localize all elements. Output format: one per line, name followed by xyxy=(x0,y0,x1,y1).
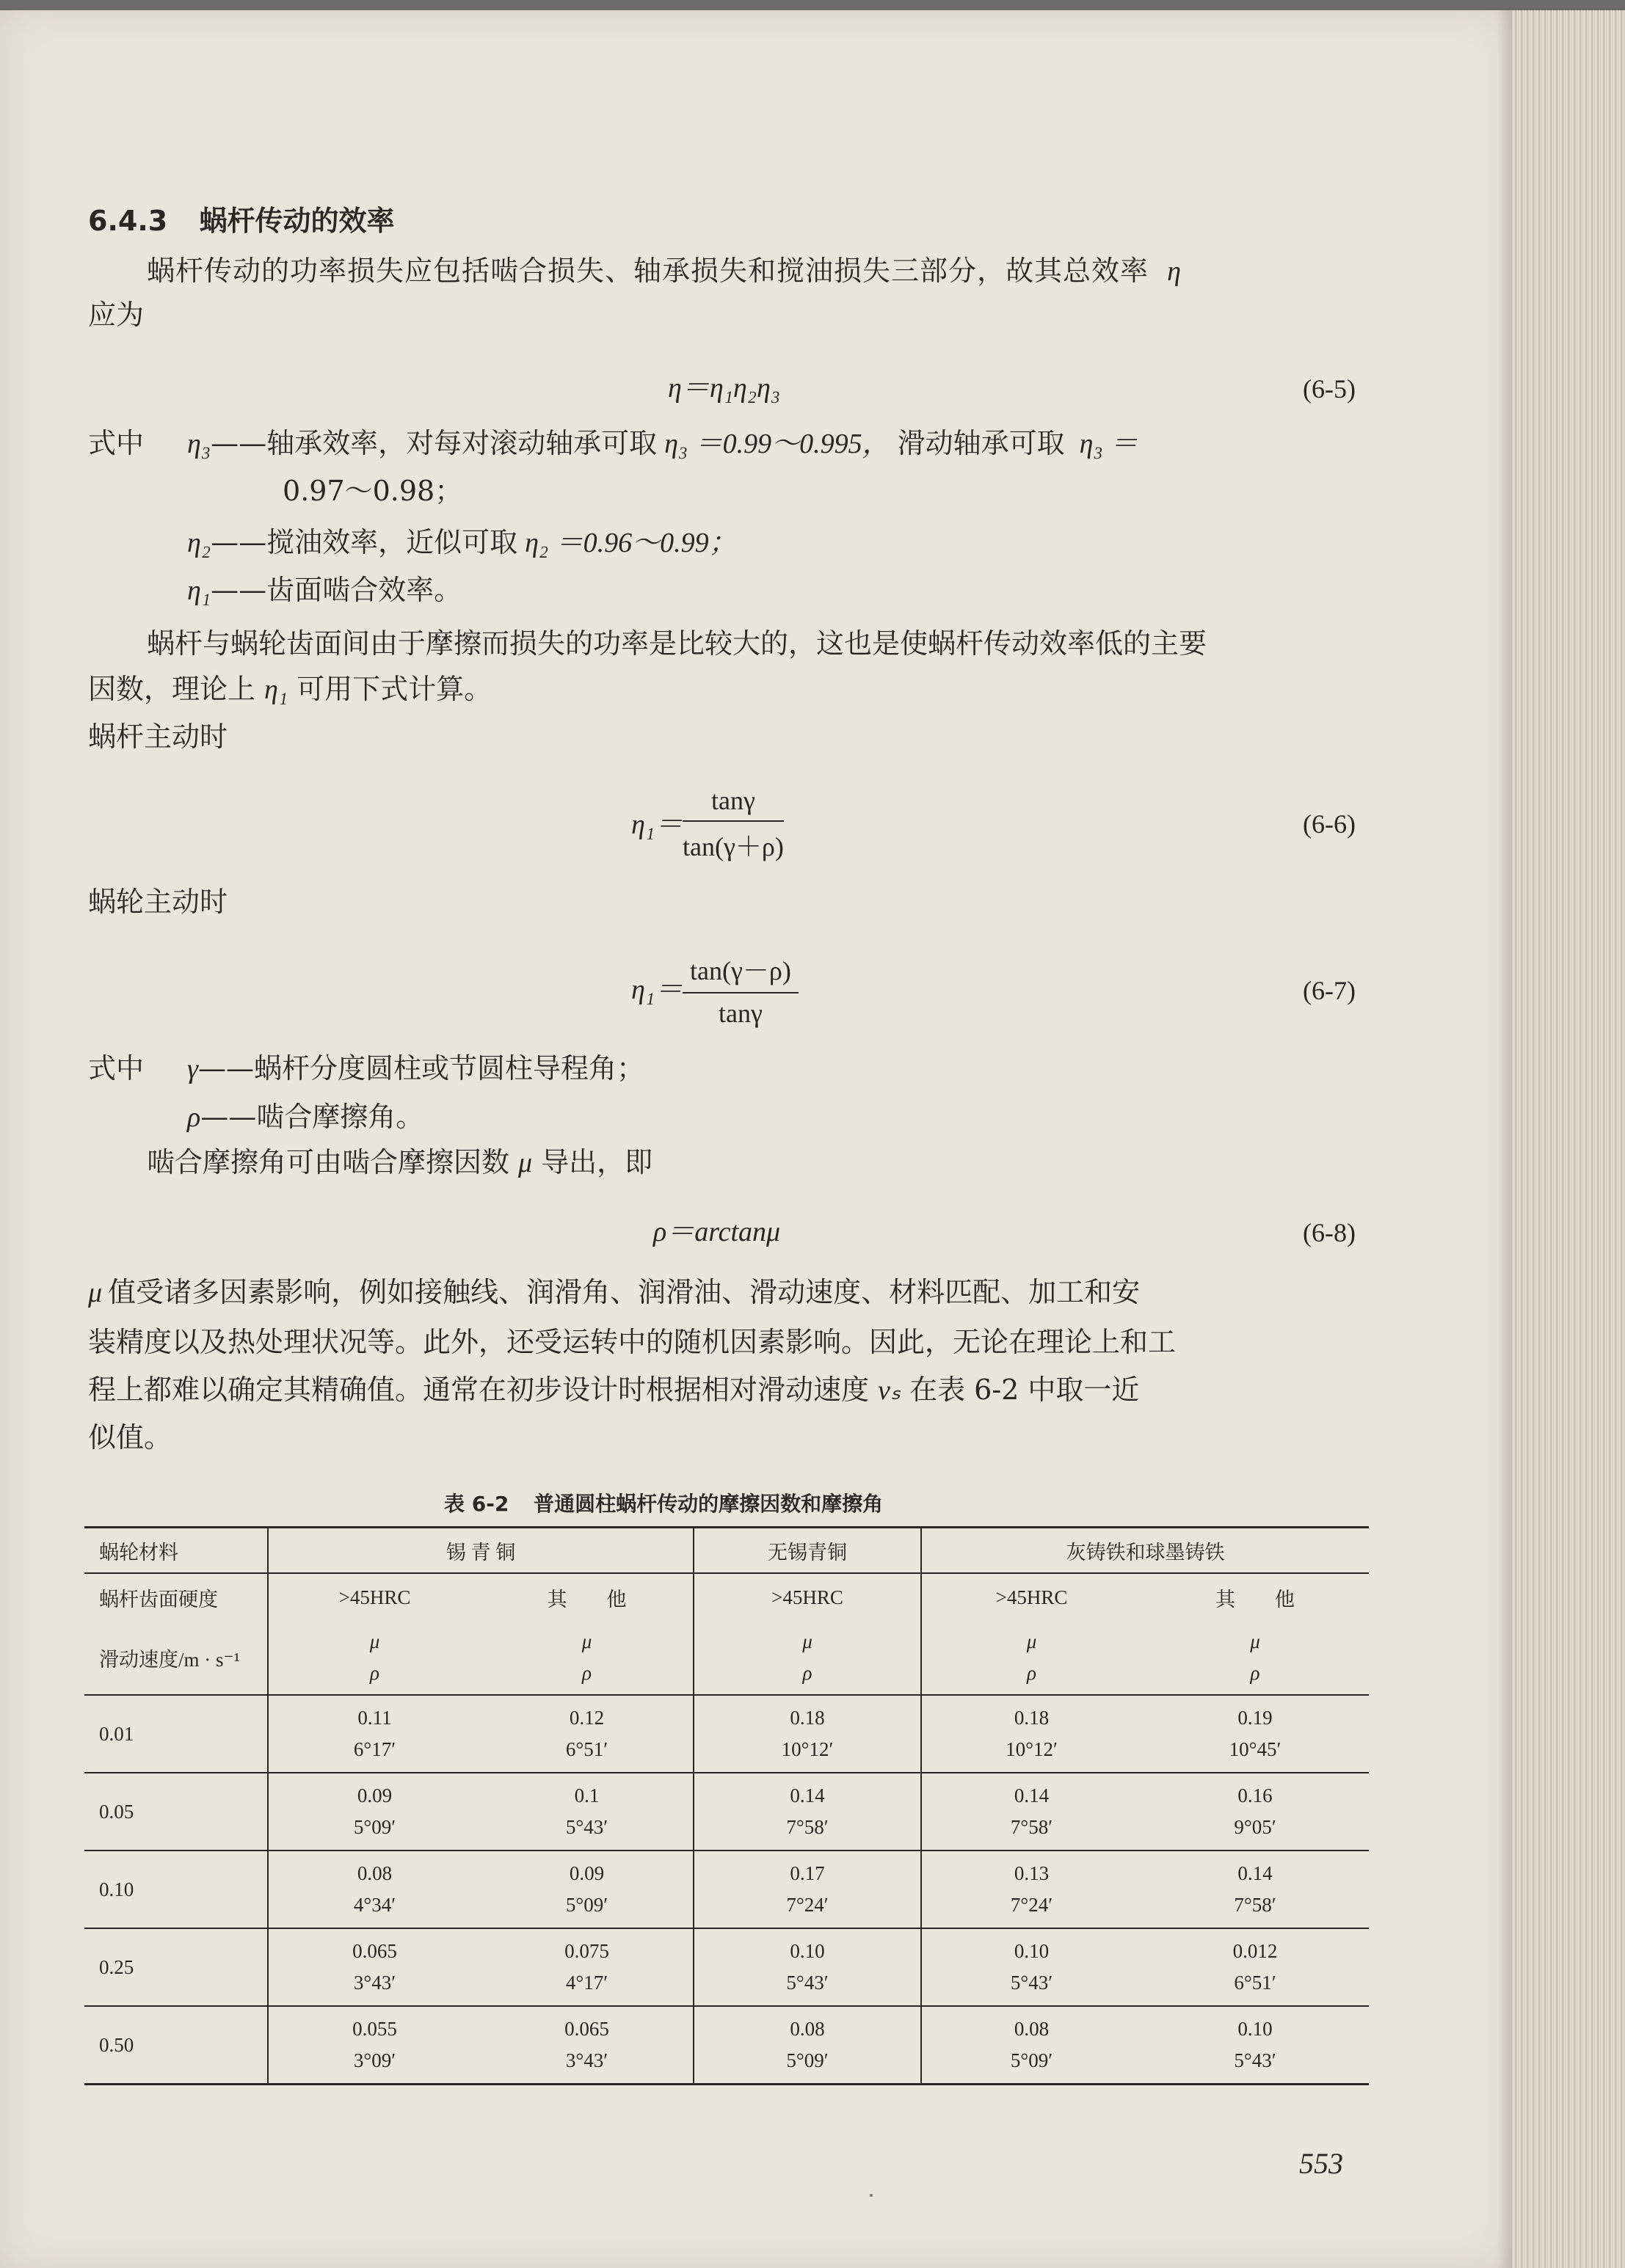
mu-symbol: μ xyxy=(88,1277,103,1308)
eta3-value-sliding: 0.97～0.98； xyxy=(283,475,463,507)
speck xyxy=(870,2194,873,2197)
friction-coefficient: 0.14 xyxy=(1237,1862,1273,1884)
friction-coefficient: 0.12 xyxy=(569,1707,605,1729)
equation-6-7-lhs: η₁＝ xyxy=(631,974,683,1005)
friction-angle: 7°58′ xyxy=(786,1816,829,1838)
table-title: 普通圆柱蜗杆传动的摩擦因数和摩擦角 xyxy=(534,1492,884,1516)
value-cell xyxy=(268,1851,481,1928)
value-cell xyxy=(481,1851,694,1928)
friction-coefficient: 0.1 xyxy=(574,1784,600,1806)
friction-angle: 5°09′ xyxy=(1010,2049,1053,2071)
friction-angle: 10°45′ xyxy=(1229,1738,1282,1760)
value-cell xyxy=(1141,2006,1369,2085)
header-row-material xyxy=(84,1528,1369,1574)
header-row-symbols xyxy=(84,1621,1369,1695)
friction-angle: 10°12′ xyxy=(1006,1738,1058,1760)
friction-coefficient: 0.075 xyxy=(564,1940,609,1962)
table-row xyxy=(84,1773,1369,1851)
value-cell xyxy=(694,1928,921,2006)
value-cell xyxy=(1141,1773,1369,1851)
paragraph-1-line-2: 应为 xyxy=(88,299,145,331)
friction-angle: 5°09′ xyxy=(353,1816,396,1838)
denominator: tan(γ＋ρ) xyxy=(683,832,784,861)
material-tin-free-bronze: 无锡青铜 xyxy=(694,1528,921,1574)
equation-6-7-fraction xyxy=(683,950,799,1029)
friction-coefficient: 0.18 xyxy=(790,1707,825,1729)
value-cell xyxy=(694,1773,921,1851)
gamma-definition xyxy=(187,1054,644,1083)
equation-number-6-7: (6-7) xyxy=(1303,976,1356,1005)
paragraph-4-line-4: 似值。 xyxy=(88,1421,172,1454)
mu-header: μ xyxy=(581,1630,592,1652)
speed-cell: 0.50 xyxy=(99,2033,134,2056)
friction-coefficient: 0.10 xyxy=(1237,2018,1273,2040)
text: ——蜗杆分度圆柱或节圆柱导程角； xyxy=(197,1052,644,1084)
friction-angle: 5°43′ xyxy=(786,1972,829,1994)
friction-angle: 5°09′ xyxy=(786,2049,829,2071)
value-cell xyxy=(481,1928,694,2006)
paragraph-4-line-2: 装精度以及热处理状况等。此外，还受运转中的随机因素影响。因此，无论在理论上和工 xyxy=(88,1326,1177,1358)
equation-number-6-8: (6-8) xyxy=(1303,1218,1356,1247)
paragraph-2-line-2 xyxy=(88,675,492,704)
material-cast-iron: 灰铸铁和球墨铸铁 xyxy=(921,1528,1369,1574)
mu-header: μ xyxy=(1026,1630,1037,1652)
where-label-2: 式中 xyxy=(88,1052,145,1084)
row-label-material: 蜗轮材料 xyxy=(84,1528,268,1574)
friction-angle: 5°43′ xyxy=(1010,1972,1053,1994)
text: 啮合摩擦角可由啮合摩擦因数 xyxy=(147,1146,510,1178)
vs-symbol: vₛ xyxy=(878,1375,901,1406)
friction-coefficient: 0.055 xyxy=(352,2018,397,2040)
value-cell xyxy=(921,1773,1141,1851)
table-caption xyxy=(444,1488,883,1517)
equation-6-8: ρ＝arctanμ xyxy=(653,1217,781,1247)
value-cell xyxy=(921,2006,1141,2085)
friction-coefficient: 0.065 xyxy=(352,1940,397,1962)
friction-coefficient: 0.14 xyxy=(790,1784,825,1806)
row-label-hardness: 蜗杆齿面硬度 xyxy=(99,1588,218,1611)
text: 在表 6-2 中取一近 xyxy=(909,1374,1140,1406)
table-row xyxy=(84,1695,1369,1773)
friction-angle: 5°43′ xyxy=(565,1816,608,1838)
friction-table xyxy=(84,1526,1369,2085)
row-label-speed: 滑动速度/m · s⁻¹ xyxy=(84,1621,268,1695)
speed-cell: 0.10 xyxy=(84,1851,268,1928)
text: 可用下式计算。 xyxy=(297,673,492,705)
value-cell xyxy=(481,1773,694,1851)
hardness-col-1: >45HRC xyxy=(268,1573,481,1621)
speed-cell: 0.25 xyxy=(84,1928,268,2006)
table-number: 表 6-2 xyxy=(444,1492,509,1516)
mu-header: μ xyxy=(802,1630,812,1652)
friction-coefficient: 0.09 xyxy=(357,1784,393,1806)
value-cell xyxy=(268,2006,481,2085)
equation-number-6-5: (6-5) xyxy=(1303,374,1356,404)
mu-header: μ xyxy=(1250,1630,1260,1652)
worm-driving-label: 蜗杆主动时 xyxy=(88,721,228,753)
friction-coefficient: 0.17 xyxy=(790,1862,825,1884)
gamma-symbol: γ xyxy=(187,1054,198,1084)
friction-angle: 4°17′ xyxy=(565,1972,608,1994)
hardness-col-3: >45HRC xyxy=(694,1573,921,1621)
text: 滑动轴承可取 xyxy=(897,427,1065,459)
value-cell xyxy=(481,2006,694,2085)
rho-header: ρ xyxy=(802,1662,812,1684)
paragraph-3 xyxy=(147,1148,652,1177)
value-cell xyxy=(268,1695,481,1773)
paragraph-4-line-3 xyxy=(88,1376,1139,1404)
friction-coefficient: 0.08 xyxy=(357,1862,393,1884)
eta3-definition xyxy=(187,429,1138,458)
friction-coefficient: 0.065 xyxy=(564,2018,609,2040)
equation-number-6-6: (6-6) xyxy=(1303,809,1356,839)
rho-header: ρ xyxy=(370,1662,379,1684)
value-cell xyxy=(1141,1851,1369,1928)
friction-angle: 3°43′ xyxy=(353,1972,396,1994)
friction-angle: 5°09′ xyxy=(565,1894,608,1916)
value-cell xyxy=(1141,1695,1369,1773)
mu-symbol: μ xyxy=(518,1148,533,1178)
friction-angle: 5°43′ xyxy=(1234,2049,1276,2071)
eta-symbol: η xyxy=(1167,256,1182,287)
table-row xyxy=(84,1928,1369,2006)
value-cell xyxy=(921,1928,1141,2006)
eta2-definition xyxy=(187,528,737,557)
header-row-hardness xyxy=(84,1573,1369,1621)
window-top-bar xyxy=(0,0,1625,10)
rho-header: ρ xyxy=(582,1662,592,1684)
table-row xyxy=(84,2006,1369,2085)
friction-angle: 10°12′ xyxy=(781,1738,834,1760)
friction-angle: 7°58′ xyxy=(1234,1894,1276,1916)
where-label-1: 式中 xyxy=(88,427,145,459)
friction-coefficient: 0.13 xyxy=(1014,1862,1050,1884)
eta2-value: η₂ ＝0.96～0.99； xyxy=(525,528,737,558)
friction-angle: 7°24′ xyxy=(786,1894,829,1916)
text: 程上都难以确定其精确值。通常在初步设计时根据相对滑动速度 xyxy=(88,1374,870,1406)
friction-coefficient: 0.14 xyxy=(1014,1784,1050,1806)
rho-symbol: ρ xyxy=(187,1102,201,1133)
value-cell xyxy=(1141,1928,1369,2006)
numerator: tanγ xyxy=(683,785,784,822)
friction-angle: 6°51′ xyxy=(1234,1972,1276,1994)
value-cell xyxy=(694,1851,921,1928)
eta1-symbol: η₁ xyxy=(264,674,288,705)
section-heading xyxy=(88,207,394,235)
page-stack-edge xyxy=(1512,10,1625,2268)
friction-coefficient: 0.08 xyxy=(1014,2018,1050,2040)
hardness-col-2: 其 他 xyxy=(547,1588,627,1611)
friction-coefficient: 0.19 xyxy=(1237,1707,1273,1729)
eta1-definition xyxy=(187,576,462,605)
text: ——轴承效率，对每对滚动轴承可取 xyxy=(211,427,658,459)
value-cell xyxy=(694,1695,921,1773)
friction-coefficient: 0.09 xyxy=(569,1862,605,1884)
rho-header: ρ xyxy=(1027,1662,1036,1684)
friction-angle: 4°34′ xyxy=(353,1894,396,1916)
friction-coefficient: 0.10 xyxy=(790,1940,825,1962)
friction-angle: 3°09′ xyxy=(353,2049,396,2071)
value-cell xyxy=(481,1695,694,1773)
equation-6-6-lhs: η₁＝ xyxy=(631,809,683,840)
table-body xyxy=(84,1695,1369,2085)
rho-header: ρ xyxy=(1250,1662,1260,1684)
value-cell xyxy=(921,1851,1141,1928)
friction-coefficient: 0.16 xyxy=(1237,1784,1273,1806)
rho-definition xyxy=(187,1103,423,1131)
equation-6-6-fraction xyxy=(683,785,784,864)
friction-angle: 9°05′ xyxy=(1234,1816,1276,1838)
numerator: tan(γ－ρ) xyxy=(683,950,799,993)
eta3-symbol: η₃ xyxy=(187,429,211,459)
value-cell xyxy=(268,1773,481,1851)
friction-angle: 7°58′ xyxy=(1010,1816,1053,1838)
speed-cell: 0.05 xyxy=(84,1773,268,1851)
equation-6-5: η＝η₁η₂η₃ xyxy=(668,373,781,404)
eta3-value-sliding-prefix: η₃ ＝ xyxy=(1079,429,1138,459)
table-row xyxy=(84,1851,1369,1928)
eta3-value-rolling: η₃ ＝0.99～0.995， xyxy=(664,429,890,459)
friction-coefficient: 0.08 xyxy=(790,2018,825,2040)
value-cell xyxy=(268,1928,481,2006)
section-number: 6.4.3 xyxy=(88,205,168,237)
speed-cell: 0.01 xyxy=(84,1695,268,1773)
material-tin-bronze: 锡 青 铜 xyxy=(268,1528,694,1574)
hardness-col-4: >45HRC xyxy=(921,1573,1141,1621)
mu-header: μ xyxy=(369,1630,380,1652)
page-number: 553 xyxy=(1299,2147,1343,2180)
text: ——啮合摩擦角。 xyxy=(200,1101,424,1133)
paragraph-2-line-1: 蜗杆与蜗轮齿面间由于摩擦而损失的功率是比较大的，这也是使蜗杆传动效率低的主要 xyxy=(147,627,1207,660)
text: 因数，理论上 xyxy=(88,673,256,705)
paragraph-4-line-1 xyxy=(88,1278,1140,1307)
denominator: tanγ xyxy=(718,999,763,1028)
friction-angle: 7°24′ xyxy=(1010,1894,1053,1916)
value-cell xyxy=(921,1695,1141,1773)
text: 蜗杆传动的功率损失应包括啮合损失、轴承损失和搅油损失三部分，故其总效率 xyxy=(147,255,1149,287)
value-cell xyxy=(694,2006,921,2085)
text: 导出，即 xyxy=(541,1146,653,1178)
wheel-driving-label: 蜗轮主动时 xyxy=(88,886,228,918)
eta1-symbol: η₁ xyxy=(187,575,211,606)
friction-coefficient: 0.10 xyxy=(1014,1940,1050,1962)
hardness-col-5: 其 他 xyxy=(1215,1588,1295,1611)
friction-coefficient: 0.18 xyxy=(1014,1707,1050,1729)
friction-angle: 6°51′ xyxy=(565,1738,608,1760)
friction-coefficient: 0.11 xyxy=(357,1707,392,1729)
eta2-symbol: η₂ xyxy=(187,528,211,558)
friction-coefficient: 0.012 xyxy=(1232,1940,1278,1962)
text: 值受诸多因素影响，例如接触线、润滑角、润滑油、滑动速度、材料匹配、加工和安 xyxy=(108,1276,1141,1308)
text: ——搅油效率，近似可取 xyxy=(211,526,518,558)
text: ——齿面啮合效率。 xyxy=(211,574,462,606)
friction-angle: 3°43′ xyxy=(565,2049,608,2071)
friction-angle: 6°17′ xyxy=(353,1738,396,1760)
paragraph-1-line-1 xyxy=(147,257,1182,285)
section-title: 蜗杆传动的效率 xyxy=(199,205,395,237)
